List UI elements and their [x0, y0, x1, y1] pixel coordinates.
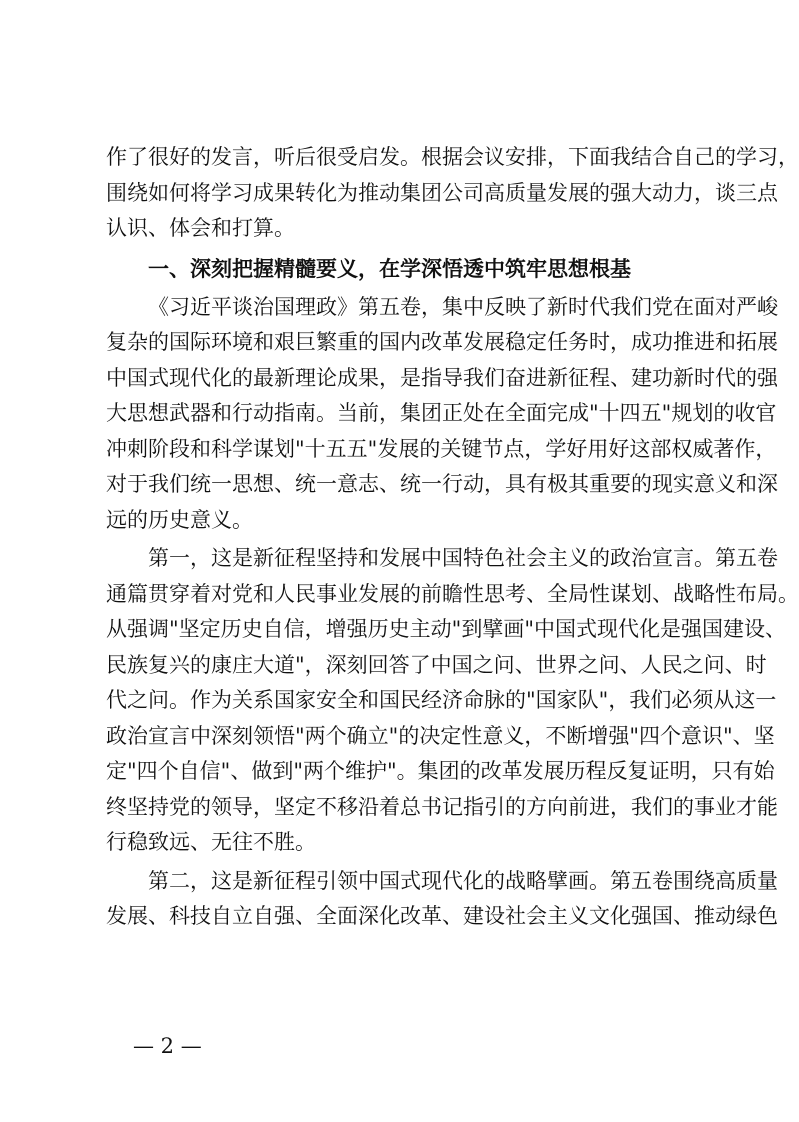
paragraph-3: [106, 864, 778, 935]
text-line: 定"四个自信"、做到"两个维护"。集团的改革发展历程反复证明，只有始: [106, 759, 775, 783]
text-line: 中国式现代化的最新理论成果，是指导我们奋进新征程、建功新时代的强: [106, 365, 778, 390]
text-line: 对于我们统一思想、统一意志、统一行动，具有极其重要的现实意义和深: [106, 472, 778, 496]
paragraph-1: [106, 290, 778, 539]
page-number: — 2 —: [133, 1034, 202, 1058]
text-line: 围绕如何将学习成果转化为推动集团公司高质量发展的强大动力，谈三点: [106, 180, 778, 205]
text-line: 复杂的国际环境和艰巨繁重的国内改革发展稳定任务时，成功推进和拓展: [106, 330, 778, 354]
text-line: 作了很好的发言，听后很受启发。根据会议安排，下面我结合自己的学习，: [106, 145, 799, 169]
text-line: 冲刺阶段和科学谋划"十五五"发展的关键节点，学好用好这部权威著作，: [106, 436, 777, 461]
text-line: 行稳致远、无往不胜。: [106, 830, 316, 854]
text-line: 发展、科技自立自强、全面深化改革、建设社会主义文化强国、推动绿色: [106, 904, 778, 928]
text-line: 民族复兴的康庄大道"，深刻回答了中国之问、世界之问、人民之问、时: [106, 652, 767, 677]
text-line: 代之问。作为关系国家安全和国民经济命脉的"国家队"，我们必须从这一: [106, 688, 777, 712]
paragraph-2: [106, 541, 799, 861]
text-line: 《习近平谈治国理政》第五卷，集中反映了新时代我们党在面对严峻: [148, 294, 778, 319]
text-line: 通篇贯穿着对党和人民事业发展的前瞻性思考、全局性谋划、战略性布局。: [106, 581, 799, 606]
document-body: [106, 140, 799, 935]
intro-paragraph: [106, 140, 799, 247]
text-line: 第二，这是新征程引领中国式现代化的战略擘画。第五卷围绕高质量: [148, 868, 778, 893]
section-heading: 一、深刻把握精髓要义，在学深悟透中筑牢思想根基: [148, 256, 631, 281]
text-line: 远的历史意义。: [106, 507, 253, 532]
text-line: 政治宣言中深刻领悟"两个确立"的决定性意义，不断增强"四个意识"、坚: [106, 723, 775, 748]
text-line: 第一，这是新征程坚持和发展中国特色社会主义的政治宣言。第五卷: [148, 546, 778, 570]
text-line: 终坚持党的领导，坚定不移沿着总书记指引的方向前进，我们的事业才能: [106, 794, 778, 819]
text-line: 从强调"坚定历史自信，增强历史主动"到擘画"中国式现代化是强国建设、: [106, 617, 786, 641]
text-line: 认识、体会和打算。: [106, 216, 295, 240]
text-line: 大思想武器和行动指南。当前，集团正处在全面完成"十四五"规划的收官: [106, 401, 777, 425]
